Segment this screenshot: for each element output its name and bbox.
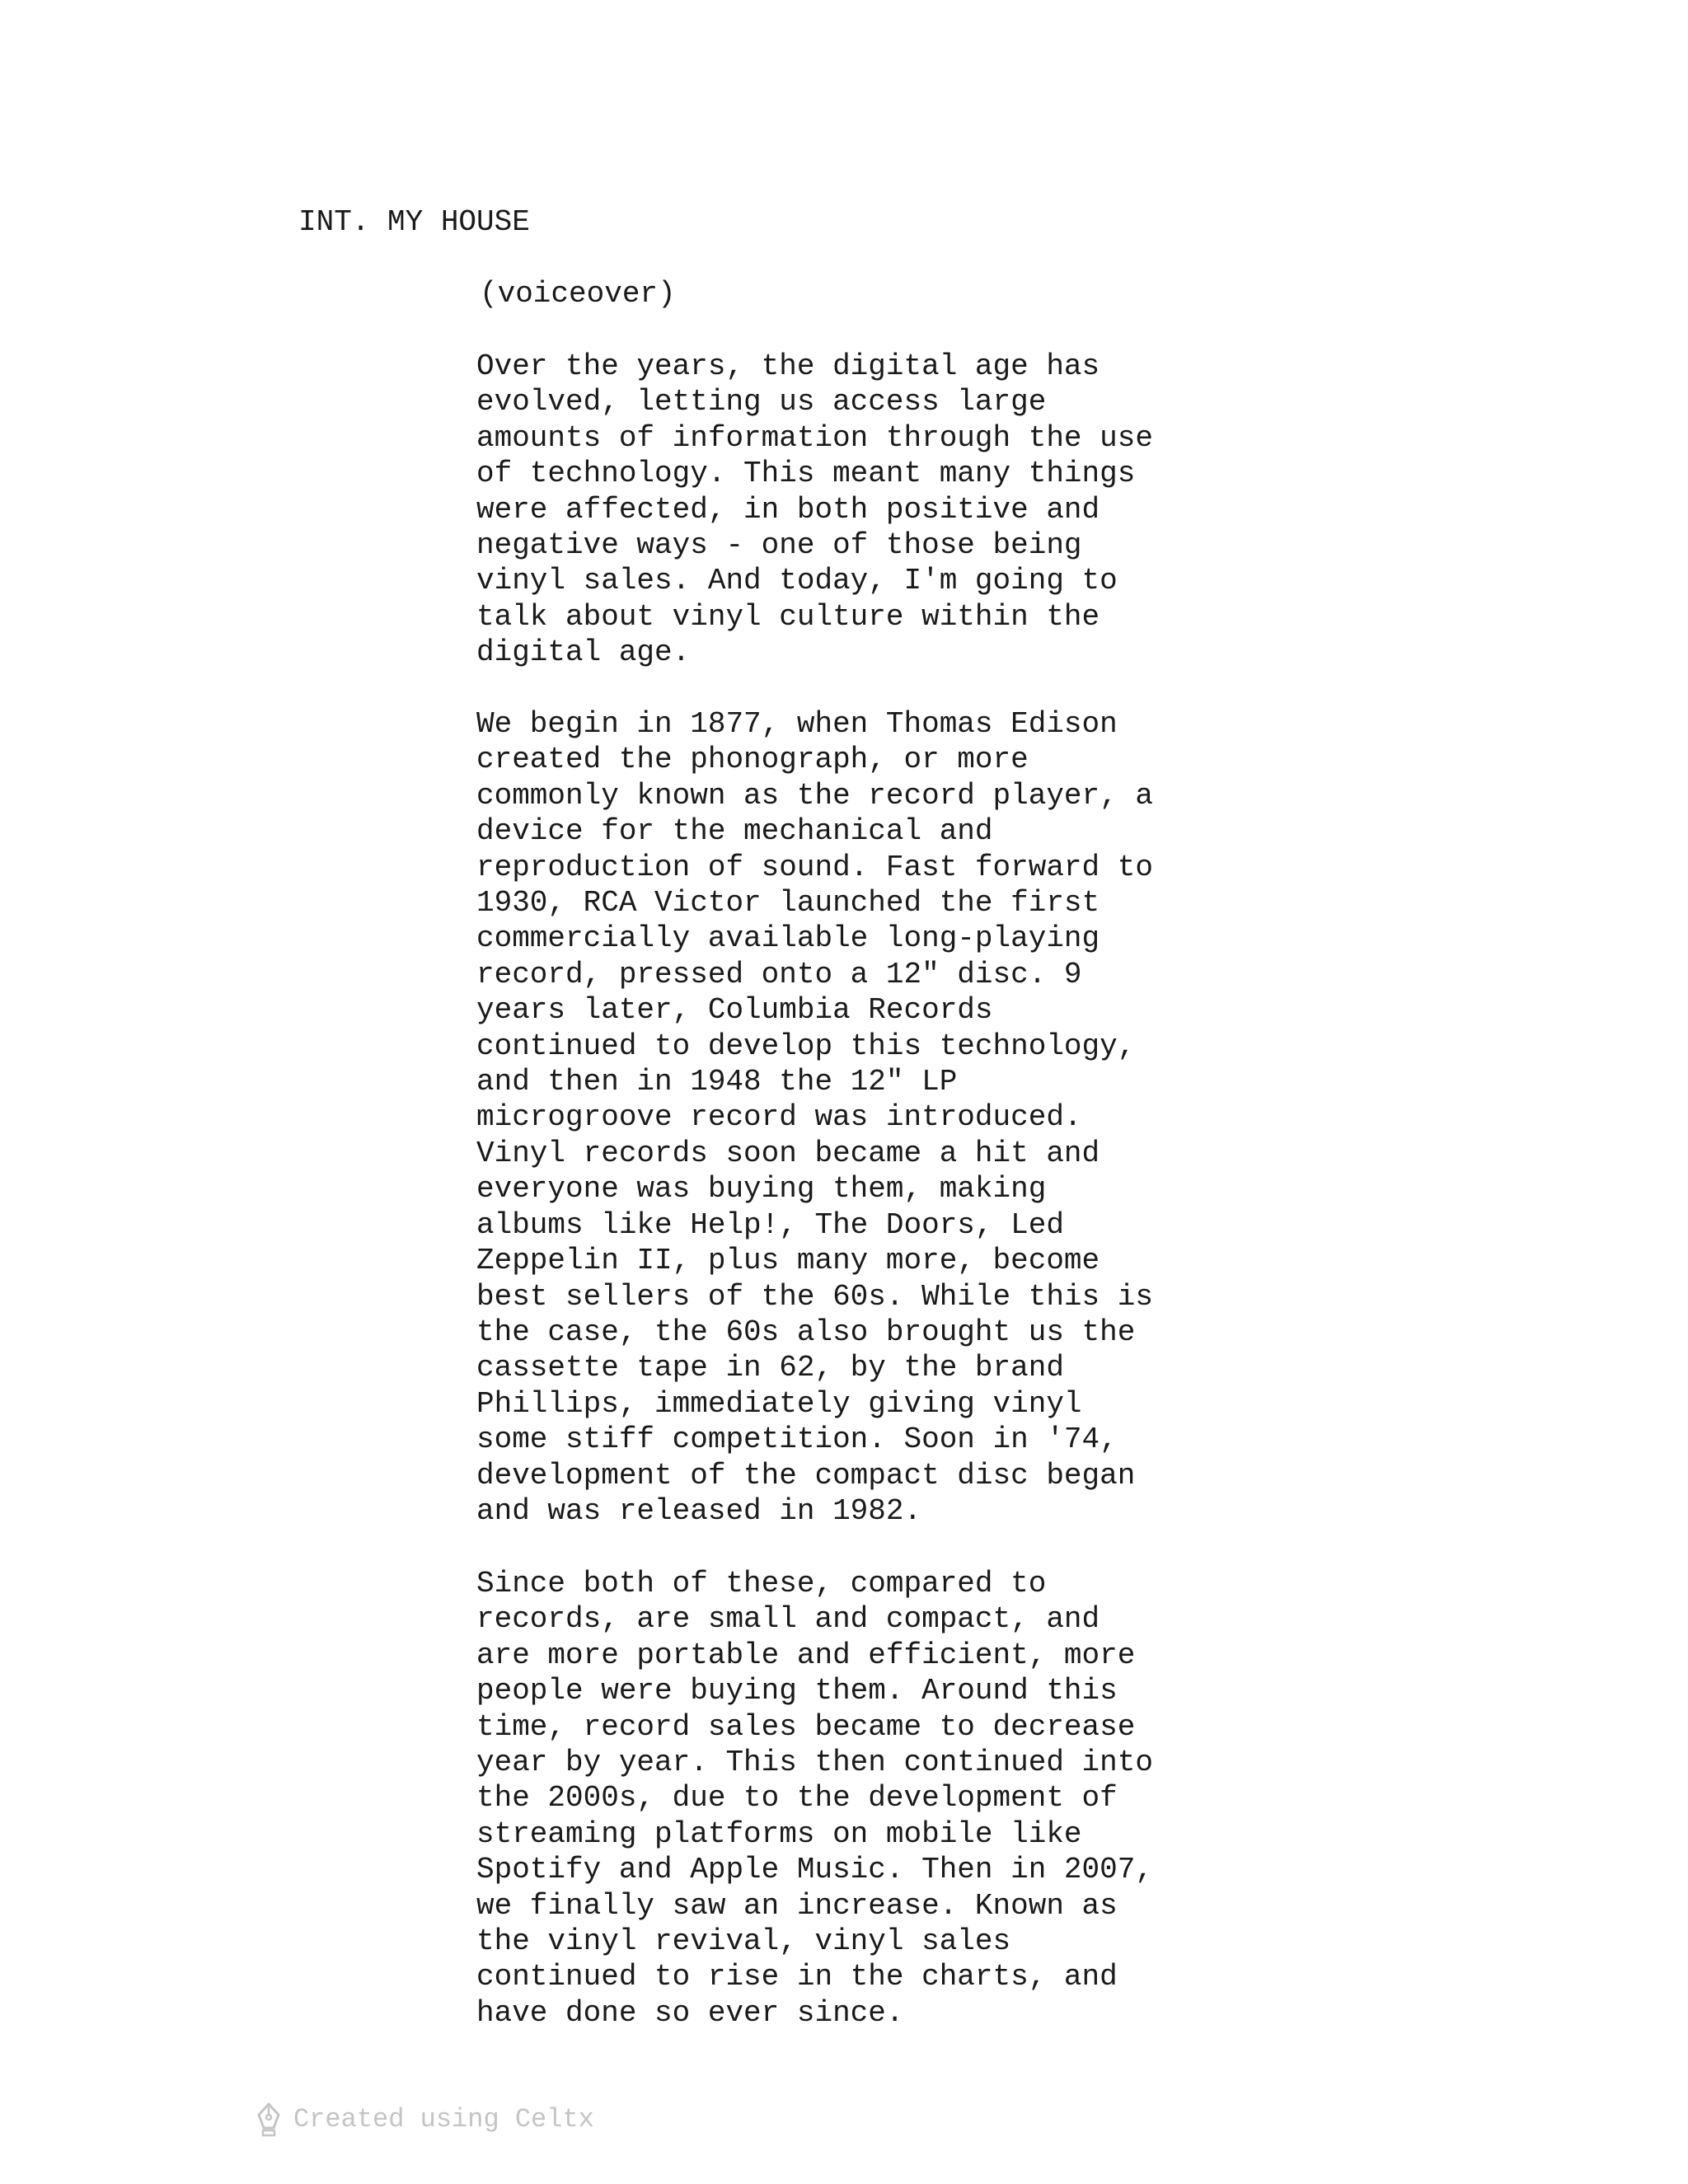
celtx-footer	[256, 2102, 594, 2138]
scene-heading: INT. MY HOUSE	[298, 205, 530, 239]
footer-text: Created using Celtx	[293, 2104, 594, 2135]
parenthetical: (voiceover)	[480, 277, 676, 311]
pen-nib-icon	[256, 2102, 282, 2138]
dialogue-paragraph-1: Over the years, the digital age has evolved, letting us access large amounts of information through the use of technology. This meant many things were affected, in both positive and negative ways - one of those being vinyl sales. And today, I'm going to talk about vinyl culture within the digital age.	[476, 349, 1153, 670]
dialogue-paragraph-2: We begin in 1877, when Thomas Edison created the phonograph, or more commonly known as the record player, a device for the mechanical and reproduction of sound. Fast forward to 1930, RCA Victor launched the first commercially available long-playing record, pressed onto a 12" disc. 9 years later, Columbia Records continued to develop this technology, and then in 1948 the 12" LP microgroove record was introduced. Vinyl records soon became a hit and everyone was buying them, making albums like Help!, The Doors, Led Zeppelin II, plus many more, become best sellers of the 60s. While this is the case, the 60s also brought us the cassette tape in 62, by the brand Phillips, immediately giving vinyl some stiff competition. Soon in '74, development of the compact disc began and was released in 1982.	[476, 707, 1153, 1528]
dialogue-paragraph-3: Since both of these, compared to records, are small and compact, and are more portable and efficient, more people were buying them. Around this time, record sales became to decrease year by year. This then continued into the 2000s, due to the development of streaming platforms on mobile like Spotify and Apple Music. Then in 2007, we finally saw an increase. Known as the vinyl revival, vinyl sales continued to rise in the charts, and have done so ever since.	[476, 1567, 1153, 2030]
